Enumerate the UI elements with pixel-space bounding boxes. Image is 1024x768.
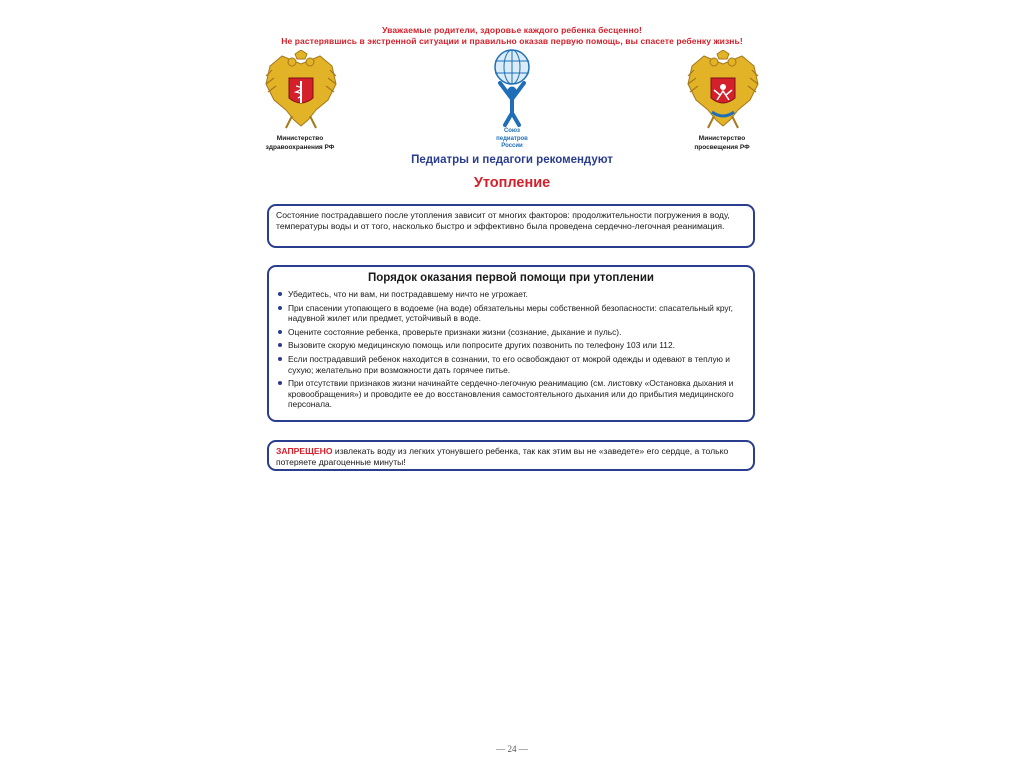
list-item	[276, 327, 746, 338]
bullet-icon	[278, 292, 282, 296]
bullet-icon	[278, 357, 282, 361]
step-text: Оцените состояние ребенка, проверьте признаки жизни (сознание, дыхание и пульс).	[288, 326, 622, 337]
page-title: Утопление	[473, 175, 551, 191]
step-text: Убедитесь, что ни вам, ни пострадавшему ничто не угрожает.	[288, 289, 528, 299]
list-item	[276, 289, 746, 300]
list-item	[276, 303, 746, 324]
bullet-icon	[278, 306, 282, 310]
pediatricians-union-caption: Союз педиатров России	[496, 128, 528, 149]
list-item	[276, 378, 746, 410]
list-item	[276, 354, 746, 375]
ministry-education-emblem-icon	[684, 50, 762, 134]
step-text: При спасении утопающего в водоеме (на воде) обязательны меры собственной безопасности: спасательный круг, надувной жилет или предмет, устойчивый в воде.	[288, 302, 733, 324]
page-number: — 24 —	[496, 744, 528, 754]
header-appeal-line2: Не растерявшись в экстренной ситуации и правильно оказав первую помощь, вы спасете ребенку жизнь!	[281, 36, 743, 46]
bullet-icon	[278, 343, 282, 347]
intro-box	[267, 204, 755, 248]
steps-list	[276, 289, 746, 410]
first-aid-steps-box	[267, 265, 755, 422]
step-text: Если пострадавший ребенок находится в сознании, то его освобождают от мокрой одежды и одевают в теплую и сухую; желательно при возможности дать горячее питье.	[288, 353, 730, 375]
header-appeal-line1: Уважаемые родители, здоровье каждого ребенка бесценно!	[382, 25, 642, 35]
ministry-health-emblem-icon	[262, 50, 340, 134]
step-text: Вызовите скорую медицинскую помощь или попросите других позвонить по телефону 103 или 112.	[288, 340, 675, 351]
ministry-health-caption: Министерство здравоохранения РФ	[265, 135, 335, 151]
intro-text: Состояние пострадавшего после утопления зависит от многих факторов: продолжительности погружения в воду, температуры воды и от того, насколько быстро и эффективно была проведена сердечно-легочная реанимация.	[276, 210, 730, 231]
bullet-icon	[278, 330, 282, 334]
warning-body: извлекать воду из легких утонувшего ребенка, так как этим вы не «заведете» его сердце, а только потеряете драгоценные минуты!	[276, 446, 729, 467]
warning-box	[267, 440, 755, 471]
bullet-icon	[278, 381, 282, 385]
list-item	[276, 340, 746, 351]
steps-heading: Порядок оказания первой помощи при утоплении	[368, 272, 654, 284]
warning-text	[276, 446, 746, 468]
step-text: При отсутствии признаков жизни начинайте сердечно-легочную реанимацию (см. листовку «Остановка дыхания и кровообращения») и проводите ее до восстановления самостоятельного дыхания или до прибытия медицинского персонала.	[288, 378, 734, 410]
warning-keyword: ЗАПРЕЩЕНО	[276, 446, 333, 456]
ministry-education-caption: Министерство просвещения РФ	[694, 135, 750, 151]
recommendation-subtitle: Педиатры и педагоги рекомендуют	[411, 154, 613, 166]
pediatricians-union-logo-icon	[488, 49, 536, 127]
